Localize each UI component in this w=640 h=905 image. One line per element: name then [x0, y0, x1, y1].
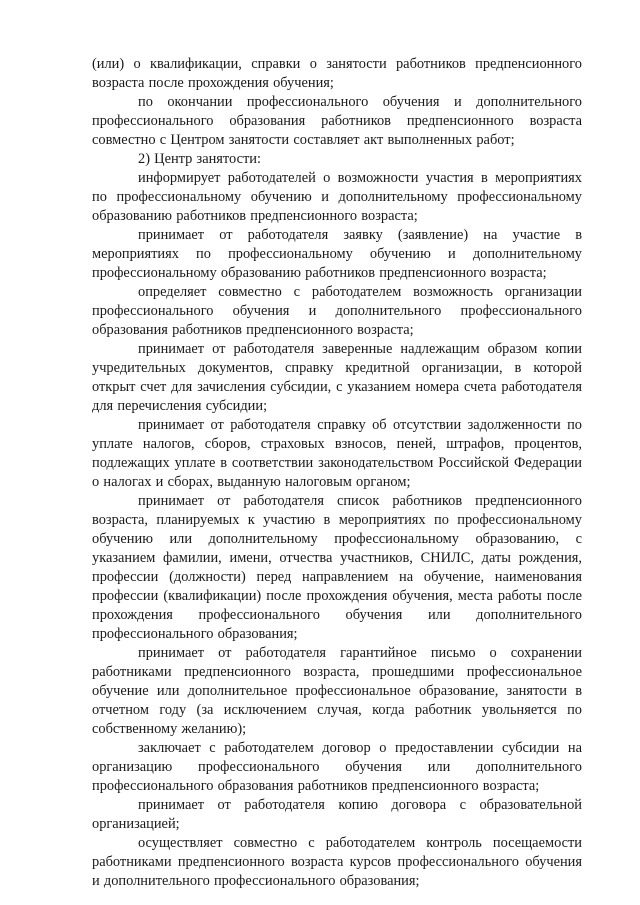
paragraph-3: 2) Центр занятости:: [138, 151, 261, 167]
paragraph-10: принимает от работодателя гарантийное письмо о сохранении работниками предпенсионного возраста, прошедшими профессиональное обучение или дополнительное профессиональное образование, занятости в отчетном году (за исключением случая, когда работник увольняется по собственному желанию);: [92, 645, 582, 737]
paragraph-9: принимает от работодателя список работников предпенсионного возраста, планируемых к участию в мероприятиях по профессиональному обучению или дополнительному профессиональному образованию, с указанием фамилии, имени, отчества участников, СНИЛС, даты рождения, профессии (должности) перед направлением на обучение, наименования профессии (квалификации) после прохождения обучения, места работы после прохождения профессионального обучения или дополнительного профессионального образования;: [92, 493, 582, 642]
paragraph-6: определяет совместно с работодателем возможность организации профессионального обучения и дополнительного профессионального образования работников предпенсионного возраста;: [92, 284, 582, 338]
paragraph-1: (или) о квалификации, справки о занятости работников предпенсионного возраста после прохождения обучения;: [92, 56, 582, 91]
paragraph-11: заключает с работодателем договор о предоставлении субсидии на организацию профессионального обучения или дополнительного профессионального образования работников предпенсионного возраста;: [92, 740, 582, 794]
paragraph-4: информирует работодателей о возможности участия в мероприятиях по профессиональному обучению и дополнительному профессиональному образованию работников предпенсионного возраста;: [92, 170, 582, 224]
paragraph-2: по окончании профессионального обучения и дополнительного профессионального образования работников предпенсионного возраста совместно с Центром занятости составляет акт выполненных работ;: [92, 94, 582, 148]
paragraph-12: принимает от работодателя копию договора с образовательной организацией;: [92, 797, 582, 832]
document-page: [92, 55, 582, 891]
paragraph-8: принимает от работодателя справку об отсутствии задолженности по уплате налогов, сборов, страховых взносов, пеней, штрафов, процентов, подлежащих уплате в соответствии законодательством Российской Федерации о налогах и сборах, выданную налоговым органом;: [92, 417, 582, 490]
paragraph-7: принимает от работодателя заверенные надлежащим образом копии учредительных документов, справку кредитной организации, в которой открыт счет для зачисления субсидии, с указанием номера счета работодателя для перечисления субсидии;: [92, 341, 582, 414]
paragraph-5: принимает от работодателя заявку (заявление) на участие в мероприятиях по профессиональному обучению и дополнительному профессиональному образованию работников предпенсионного возраста;: [92, 227, 582, 281]
paragraph-13: осуществляет совместно с работодателем контроль посещаемости работниками предпенсионного возраста курсов профессионального обучения и дополнительного профессионального образования;: [92, 835, 582, 889]
